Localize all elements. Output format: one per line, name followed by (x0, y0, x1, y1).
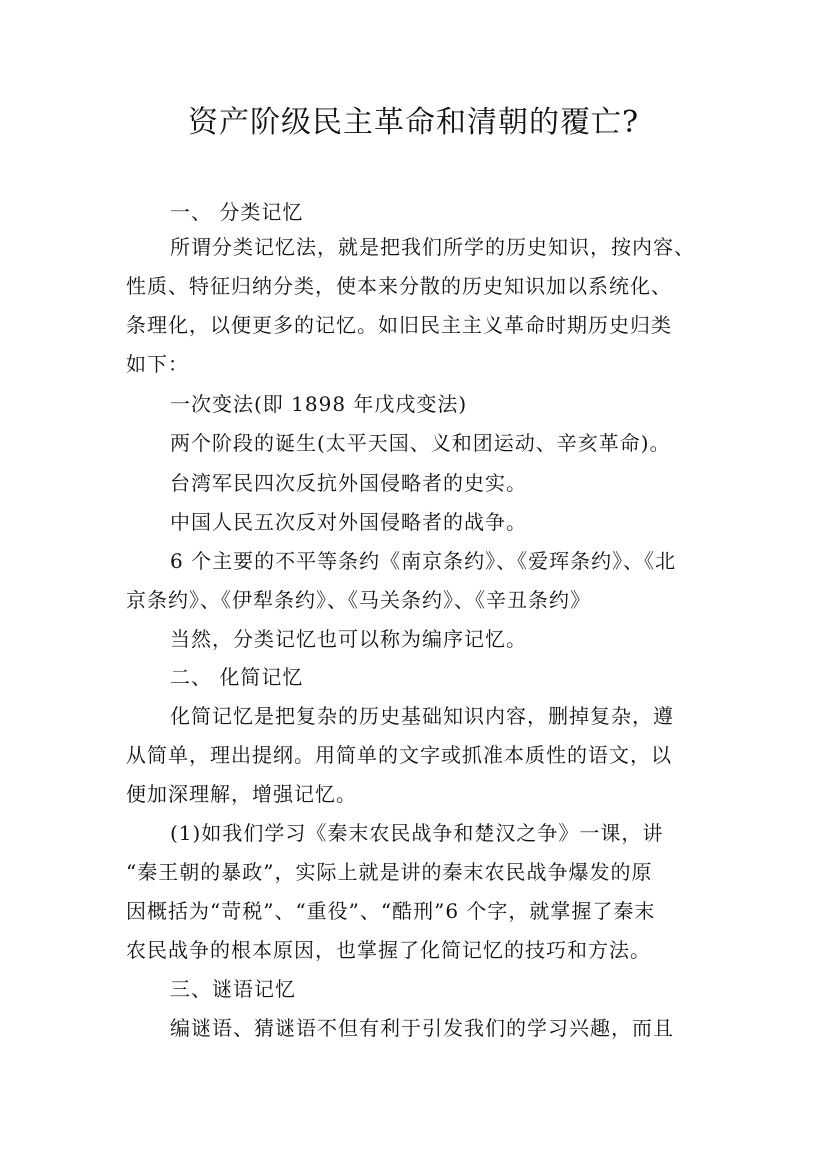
paragraph-line: 如下： (126, 352, 189, 376)
paragraph-line: 便加深理解，增强记忆。 (126, 782, 357, 806)
paragraph-line: (1)如我们学习《秦末农民战争和楚汉之争》一课，讲 (170, 821, 664, 845)
paragraph-line: 所谓分类记忆法，就是把我们所学的历史知识，按内容、 (170, 235, 695, 259)
paragraph-line: 编谜语、猜谜语不但有利于引发我们的学习兴趣，而且 (170, 1016, 674, 1040)
paragraph-line: 性质、特征归纳分类，使本来分散的历史知识加以系统化、 (126, 274, 672, 298)
paragraph-line: 农民战争的根本原因，也掌握了化简记忆的技巧和方法。 (126, 938, 651, 962)
paragraph-line: “秦王朝的暴政”，实际上就是讲的秦末农民战争爆发的原 (126, 860, 653, 884)
list-item: 台湾军民四次反抗外国侵略者的史实。 (170, 471, 527, 495)
document-title: 资产阶级民主革命和清朝的覆亡? (187, 105, 640, 140)
paragraph-line: 当然，分类记忆也可以称为编序记忆。 (170, 627, 527, 651)
list-item: 两个阶段的诞生(太平天国、义和团运动、辛亥革命)。 (170, 431, 671, 455)
section-heading-3: 三、谜语记忆 (170, 977, 296, 1001)
list-item: 一次变法(即 1898 年戊戌变法) (170, 392, 468, 416)
list-item: 中国人民五次反对外国侵略者的战争。 (170, 510, 527, 534)
paragraph-line: 化简记忆是把复杂的历史基础知识内容，删掉复杂，遵 (170, 704, 674, 728)
list-item-continuation: 京条约》、《伊犁条约》、《马关条约》、《辛丑条约》 (126, 588, 591, 612)
section-heading-2: 二、 化简记忆 (170, 665, 304, 689)
paragraph-line: 条理化，以便更多的记忆。如旧民主主义革命时期历史归类 (126, 313, 672, 337)
paragraph-line: 因概括为“苛税”、“重役”、“酷刑”6 个字，就掌握了秦末 (126, 899, 656, 923)
paragraph-line: 从简单，理出提纲。用简单的文字或抓准本质性的语文，以 (126, 743, 672, 767)
section-heading-1: 一、 分类记忆 (170, 200, 304, 224)
list-item: 6 个主要的不平等条约《南京条约》、《爱珲条约》、《北 (170, 549, 677, 573)
